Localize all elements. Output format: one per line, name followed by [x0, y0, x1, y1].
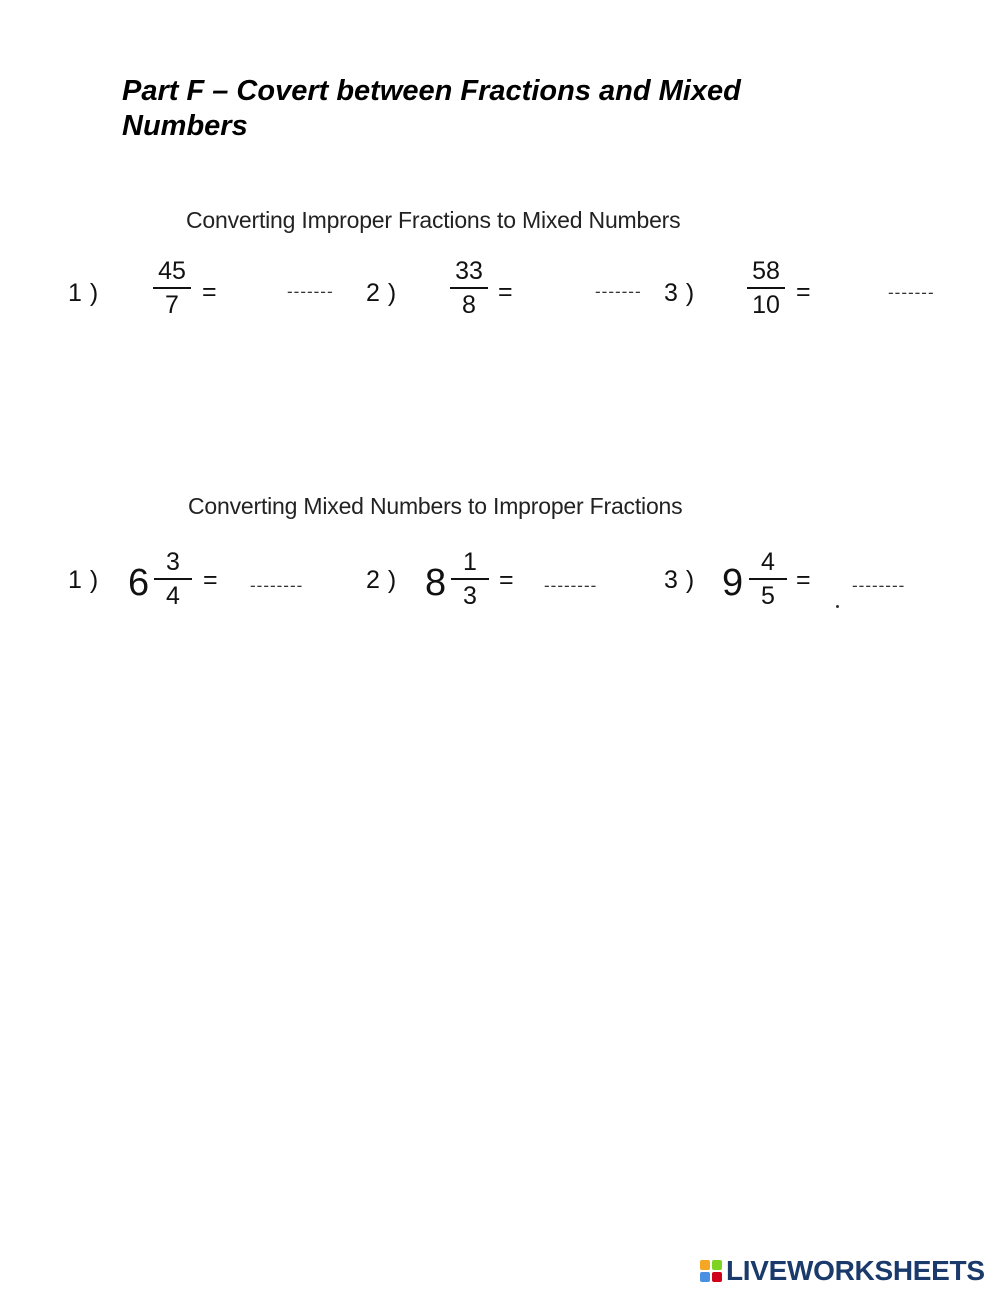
- numerator: 1: [463, 548, 477, 576]
- numerator: 4: [761, 548, 775, 576]
- section-heading-improper-to-mixed: Converting Improper Fractions to Mixed Numbers: [186, 207, 681, 233]
- problem-number: 3 ): [664, 279, 695, 307]
- problem-number: 1 ): [68, 279, 99, 307]
- denominator: 8: [462, 291, 476, 319]
- numerator: 45: [158, 257, 186, 285]
- denominator: 5: [761, 582, 775, 610]
- denominator: 10: [752, 291, 780, 319]
- stray-dot: [836, 605, 839, 608]
- fraction: [448, 548, 492, 610]
- numerator: 58: [752, 257, 780, 285]
- problem-number: 3 ): [664, 566, 695, 594]
- fraction-bar: [747, 287, 785, 289]
- fraction: [151, 548, 195, 610]
- problem-number: 2 ): [366, 279, 397, 307]
- brand-name: LIVEWORKSHEETS: [726, 1255, 985, 1286]
- logo-square-4: [712, 1272, 722, 1282]
- fraction: [447, 257, 491, 319]
- answer-blank[interactable]: --------: [852, 576, 906, 595]
- answer-blank[interactable]: --------: [544, 576, 598, 595]
- logo-square-1: [700, 1260, 710, 1270]
- logo-square-3: [700, 1272, 710, 1282]
- fraction: [150, 257, 194, 319]
- equals-sign: =: [796, 278, 811, 306]
- denominator: 7: [165, 291, 179, 319]
- problem-number: 1 ): [68, 566, 99, 594]
- problem-number: 2 ): [366, 566, 397, 594]
- answer-blank[interactable]: -------: [888, 283, 935, 302]
- equals-sign: =: [202, 278, 217, 306]
- whole-number: 6: [128, 562, 150, 604]
- fraction-bar: [153, 287, 191, 289]
- equals-sign: =: [203, 566, 218, 594]
- fraction-bar: [749, 578, 787, 580]
- whole-number: 9: [722, 562, 744, 604]
- denominator: 4: [166, 582, 180, 610]
- answer-blank[interactable]: -------: [287, 282, 334, 301]
- fraction: [744, 257, 788, 319]
- equals-sign: =: [796, 566, 811, 594]
- denominator: 3: [463, 582, 477, 610]
- numerator: 33: [455, 257, 483, 285]
- page-title: Part F – Covert between Fractions and Mixed Numbers: [122, 75, 741, 142]
- answer-blank[interactable]: -------: [595, 282, 642, 301]
- equals-sign: =: [498, 278, 513, 306]
- fraction: [746, 548, 790, 610]
- logo-icon: [700, 1260, 722, 1282]
- fraction-bar: [451, 578, 489, 580]
- answer-blank[interactable]: --------: [250, 576, 304, 595]
- numerator: 3: [166, 548, 180, 576]
- liveworksheets-logo: [700, 1255, 985, 1287]
- fraction-bar: [154, 578, 192, 580]
- logo-square-2: [712, 1260, 722, 1270]
- whole-number: 8: [425, 562, 447, 604]
- fraction-bar: [450, 287, 488, 289]
- equals-sign: =: [499, 566, 514, 594]
- section-heading-mixed-to-improper: Converting Mixed Numbers to Improper Fractions: [188, 493, 683, 519]
